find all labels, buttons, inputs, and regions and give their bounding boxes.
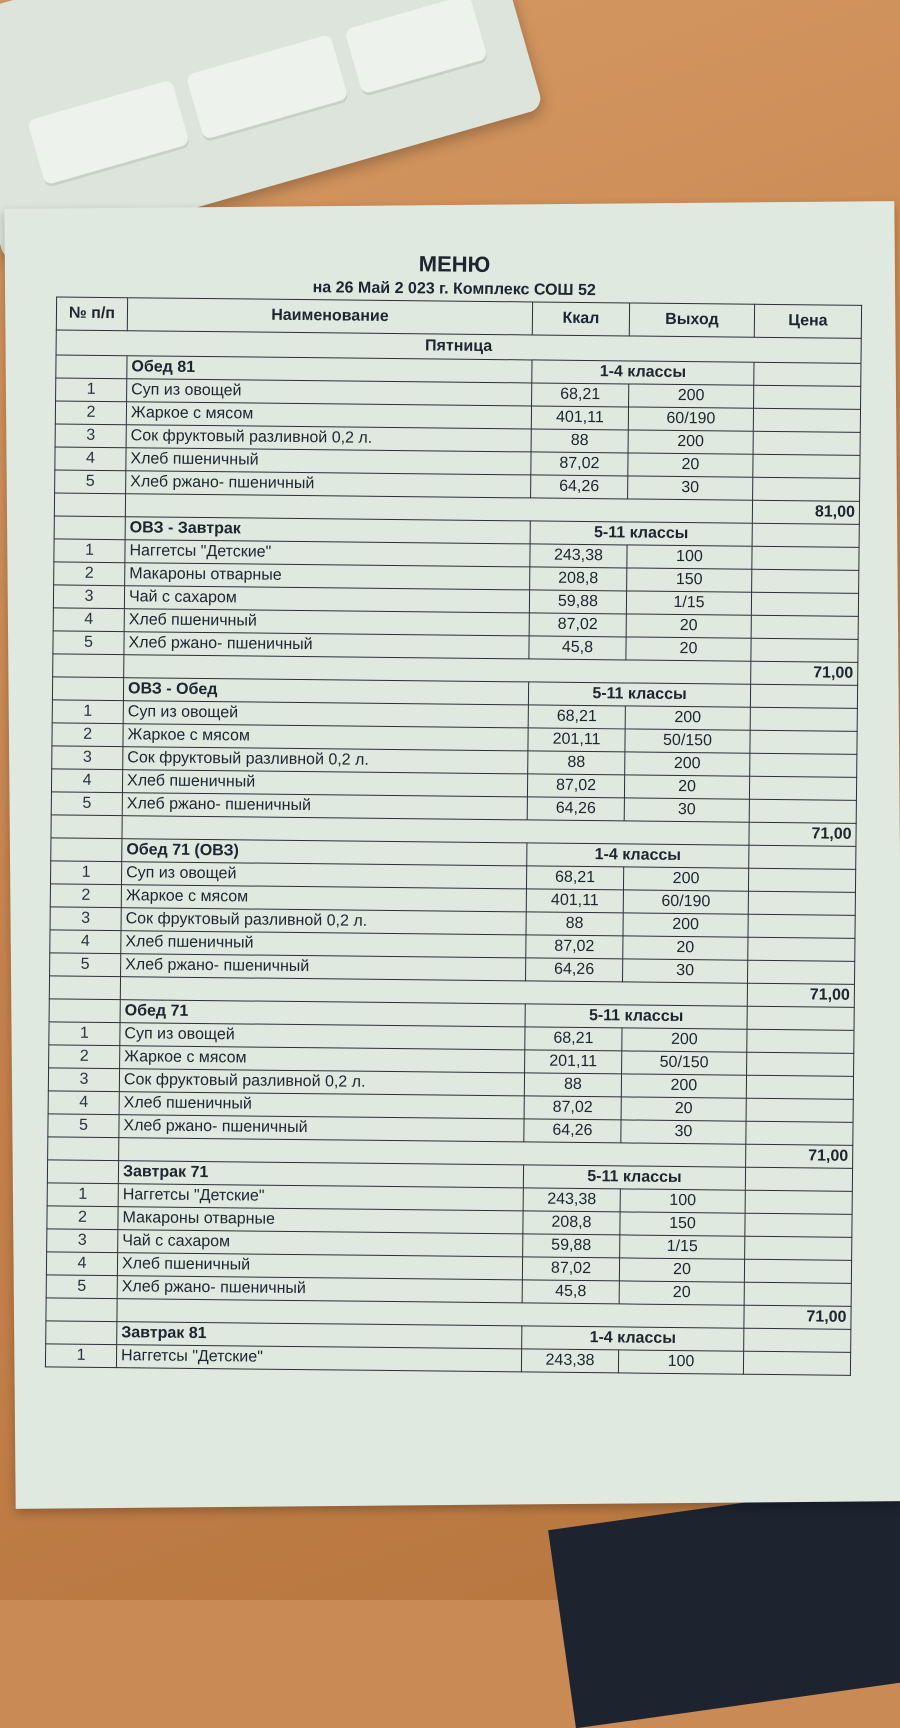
item-name: Хлеб пшеничный <box>122 770 527 797</box>
item-output: 30 <box>621 1120 746 1144</box>
item-output: 20 <box>626 614 751 638</box>
item-output: 200 <box>623 867 748 891</box>
item-kcal: 88 <box>528 751 625 775</box>
item-num: 1 <box>50 861 121 885</box>
item-kcal: 208,8 <box>530 567 627 591</box>
item-name: Сок фруктовый разливной 0,2 л. <box>119 1069 524 1096</box>
item-num: 1 <box>56 378 127 402</box>
item-kcal: 68,21 <box>528 705 625 729</box>
item-name: Чай с сахаром <box>124 586 529 613</box>
item-kcal: 87,02 <box>526 935 623 959</box>
section-classes: 5-11 классы <box>525 1004 747 1029</box>
item-kcal: 64,26 <box>524 1119 621 1143</box>
item-name: Хлеб пшеничный <box>119 1092 524 1119</box>
section-price-cell <box>745 1167 852 1191</box>
item-price <box>748 937 855 961</box>
item-kcal: 64,26 <box>526 958 623 982</box>
item-num: 3 <box>47 1229 118 1253</box>
item-price <box>753 408 860 432</box>
section-title: Завтрак 71 <box>118 1161 523 1188</box>
item-price <box>746 1098 853 1122</box>
item-kcal: 64,26 <box>531 475 628 499</box>
item-name: Чай с сахаром <box>118 1230 523 1257</box>
item-output: 150 <box>627 568 752 592</box>
item-name: Хлеб пшеничный <box>126 448 531 475</box>
item-output: 50/150 <box>622 1051 747 1075</box>
section-classes: 1-4 классы <box>527 843 749 868</box>
section-title: ОВЗ - Обед <box>123 678 528 705</box>
section-classes: 5-11 классы <box>530 521 752 546</box>
menu-body <box>45 330 861 1375</box>
item-name: Сок фруктовый разливной 0,2 л. <box>121 908 526 935</box>
section-total-price: 81,00 <box>752 500 859 524</box>
item-output: 60/190 <box>623 890 748 914</box>
section-price-cell <box>744 1328 851 1352</box>
item-price <box>745 1236 852 1260</box>
item-num: 4 <box>53 608 124 632</box>
item-kcal: 401,11 <box>526 889 623 913</box>
section-num-cell <box>49 999 120 1023</box>
item-price <box>748 891 855 915</box>
item-kcal: 243,38 <box>523 1188 620 1212</box>
item-name: Жаркое с мясом <box>123 724 528 751</box>
item-kcal: 208,8 <box>523 1211 620 1235</box>
item-output: 200 <box>629 384 754 408</box>
item-price <box>747 960 854 984</box>
section-total-price: 71,00 <box>746 1144 853 1168</box>
item-output: 150 <box>620 1212 745 1236</box>
item-output: 20 <box>626 637 751 661</box>
item-name: Жаркое с мясом <box>126 402 531 429</box>
item-kcal: 201,11 <box>525 1050 622 1074</box>
item-kcal: 68,21 <box>525 1027 622 1051</box>
item-output: 200 <box>621 1074 746 1098</box>
item-price <box>744 1282 851 1306</box>
item-num: 2 <box>47 1206 118 1230</box>
item-price <box>750 707 857 731</box>
item-num: 1 <box>45 1344 116 1368</box>
item-num: 4 <box>55 447 126 471</box>
item-name: Хлеб ржано- пшеничный <box>117 1276 522 1303</box>
item-output: 1/15 <box>620 1235 745 1259</box>
item-name: Хлеб пшеничный <box>124 609 529 636</box>
item-name: Жаркое с мясом <box>121 885 526 912</box>
item-num: 3 <box>48 1068 119 1092</box>
item-kcal: 88 <box>526 912 623 936</box>
section-total-price: 71,00 <box>744 1305 851 1329</box>
header-kcal: Ккал <box>532 302 629 336</box>
item-output: 1/15 <box>626 591 751 615</box>
item-name: Макароны отварные <box>118 1207 523 1234</box>
menu-subtitle: на 26 Май 2 023 г. Комплекс СОШ 52 <box>312 279 596 300</box>
item-name: Хлеб пшеничный <box>117 1253 522 1280</box>
item-kcal: 243,38 <box>530 544 627 568</box>
item-price <box>751 615 858 639</box>
section-title: ОВЗ - Завтрак <box>125 517 530 544</box>
item-num: 4 <box>51 769 122 793</box>
item-output: 30 <box>628 476 753 500</box>
item-price <box>751 638 858 662</box>
item-output: 200 <box>625 706 750 730</box>
section-classes: 1-4 классы <box>532 360 754 385</box>
item-output: 20 <box>621 1097 746 1121</box>
item-name: Суп из овощей <box>127 379 532 406</box>
section-num-cell <box>54 516 125 540</box>
item-kcal: 87,02 <box>531 452 628 476</box>
item-num: 2 <box>49 1045 120 1069</box>
section-price-cell <box>750 684 857 708</box>
item-output: 20 <box>619 1281 744 1305</box>
item-kcal: 64,26 <box>527 797 624 821</box>
item-price <box>753 454 860 478</box>
item-num: 3 <box>52 746 123 770</box>
paper-sheet <box>4 201 900 1509</box>
item-output: 20 <box>619 1258 744 1282</box>
item-price <box>745 1213 852 1237</box>
item-price <box>743 1351 850 1375</box>
section-classes: 1-4 классы <box>522 1326 744 1351</box>
header-output: Выход <box>629 303 754 337</box>
header-price: Цена <box>754 304 861 338</box>
item-output: 20 <box>623 936 748 960</box>
item-kcal: 59,88 <box>529 590 626 614</box>
item-name: Суп из овощей <box>123 701 528 728</box>
section-total-price: 71,00 <box>747 983 854 1007</box>
section-title: Завтрак 81 <box>117 1322 522 1349</box>
item-num: 2 <box>55 401 126 425</box>
item-name: Хлеб ржано- пшеничный <box>119 1115 524 1142</box>
section-price-cell <box>749 845 856 869</box>
item-name: Хлеб ржано- пшеничный <box>124 632 529 659</box>
total-num-cell <box>49 976 120 1000</box>
item-price <box>746 1075 853 1099</box>
item-num: 4 <box>46 1252 117 1276</box>
section-num-cell <box>56 355 127 379</box>
item-num: 1 <box>47 1183 118 1207</box>
item-kcal: 87,02 <box>527 774 624 798</box>
item-kcal: 201,11 <box>528 728 625 752</box>
item-price <box>745 1190 852 1214</box>
item-num: 5 <box>55 470 126 494</box>
item-output: 20 <box>628 453 753 477</box>
section-price-cell <box>754 362 861 386</box>
item-price <box>748 914 855 938</box>
header-name: Наименование <box>127 298 532 335</box>
item-price <box>752 569 859 593</box>
item-name: Наггетсы "Детские" <box>116 1345 521 1372</box>
item-kcal: 243,38 <box>521 1349 618 1373</box>
item-kcal: 88 <box>531 429 628 453</box>
item-kcal: 88 <box>524 1073 621 1097</box>
section-num-cell <box>46 1321 117 1345</box>
section-classes: 5-11 классы <box>523 1165 745 1190</box>
section-total-price: 71,00 <box>749 822 856 846</box>
item-kcal: 87,02 <box>524 1096 621 1120</box>
item-output: 100 <box>627 545 752 569</box>
item-kcal: 68,21 <box>532 383 629 407</box>
item-num: 2 <box>50 884 121 908</box>
item-name: Суп из овощей <box>121 862 526 889</box>
total-num-cell <box>54 493 125 517</box>
item-kcal: 401,11 <box>531 406 628 430</box>
section-total-price: 71,00 <box>751 661 858 685</box>
item-price <box>744 1259 851 1283</box>
item-output: 30 <box>624 798 749 822</box>
total-num-cell <box>51 815 122 839</box>
item-num: 3 <box>53 585 124 609</box>
item-num: 5 <box>51 792 122 816</box>
item-kcal: 59,88 <box>523 1234 620 1258</box>
item-num: 5 <box>53 631 124 655</box>
item-price <box>749 799 856 823</box>
item-output: 200 <box>622 1028 747 1052</box>
item-price <box>747 1052 854 1076</box>
item-num: 1 <box>49 1022 120 1046</box>
section-title: Обед 81 <box>127 356 532 383</box>
item-num: 1 <box>52 700 123 724</box>
section-title: Обед 71 (ОВЗ) <box>122 839 527 866</box>
section-title: Обед 71 <box>120 1000 525 1027</box>
item-kcal: 45,8 <box>529 636 626 660</box>
item-kcal: 87,02 <box>529 613 626 637</box>
item-kcal: 68,21 <box>526 866 623 890</box>
item-num: 3 <box>50 907 121 931</box>
header-num: № п/п <box>56 297 127 331</box>
item-output: 100 <box>618 1350 743 1374</box>
item-price <box>747 1029 854 1053</box>
item-name: Суп из овощей <box>120 1023 525 1050</box>
item-price <box>753 431 860 455</box>
item-name: Жаркое с мясом <box>120 1046 525 1073</box>
section-num-cell <box>47 1160 118 1184</box>
item-kcal: 87,02 <box>522 1257 619 1281</box>
menu-title: МЕНЮ <box>418 251 491 277</box>
day-label: Пятница <box>56 330 861 363</box>
item-output: 200 <box>623 913 748 937</box>
section-num-cell <box>51 838 122 862</box>
item-price <box>753 477 860 501</box>
item-output: 20 <box>624 775 749 799</box>
item-price <box>750 730 857 754</box>
item-output: 200 <box>625 752 750 776</box>
item-output: 30 <box>623 959 748 983</box>
keyboard-key <box>27 79 190 188</box>
item-price <box>746 1121 853 1145</box>
item-price <box>751 592 858 616</box>
item-output: 100 <box>620 1189 745 1213</box>
item-price <box>749 776 856 800</box>
item-price <box>754 385 861 409</box>
total-num-cell <box>46 1298 117 1322</box>
keyboard-key <box>344 0 488 97</box>
total-num-cell <box>53 654 124 678</box>
item-price <box>748 868 855 892</box>
item-num: 3 <box>55 424 126 448</box>
keyboard-key <box>186 34 349 143</box>
item-name: Наггетсы "Детские" <box>118 1184 523 1211</box>
item-num: 5 <box>50 953 121 977</box>
section-classes: 5-11 классы <box>528 682 750 707</box>
section-price-cell <box>747 1006 854 1030</box>
menu-table <box>45 296 862 1375</box>
item-num: 4 <box>48 1091 119 1115</box>
item-output: 60/190 <box>628 407 753 431</box>
item-output: 200 <box>628 430 753 454</box>
menu-document <box>45 246 856 1375</box>
total-num-cell <box>48 1137 119 1161</box>
item-num: 5 <box>46 1275 117 1299</box>
item-name: Хлеб ржано- пшеничный <box>121 954 526 981</box>
item-num: 1 <box>54 539 125 563</box>
item-name: Макароны отварные <box>125 563 530 590</box>
item-num: 4 <box>50 930 121 954</box>
item-output: 50/150 <box>625 729 750 753</box>
section-price-cell <box>752 523 859 547</box>
item-name: Хлеб ржано- пшеничный <box>126 471 531 498</box>
item-num: 5 <box>48 1114 119 1138</box>
item-name: Хлеб пшеничный <box>121 931 526 958</box>
item-price <box>752 546 859 570</box>
item-name: Сок фруктовый разливной 0,2 л. <box>126 425 531 452</box>
item-price <box>750 753 857 777</box>
section-num-cell <box>52 677 123 701</box>
item-kcal: 45,8 <box>522 1280 619 1304</box>
item-name: Хлеб ржано- пшеничный <box>122 793 527 820</box>
item-name: Сок фруктовый разливной 0,2 л. <box>123 747 528 774</box>
item-num: 2 <box>54 562 125 586</box>
item-num: 2 <box>52 723 123 747</box>
item-name: Наггетсы "Детские" <box>125 540 530 567</box>
